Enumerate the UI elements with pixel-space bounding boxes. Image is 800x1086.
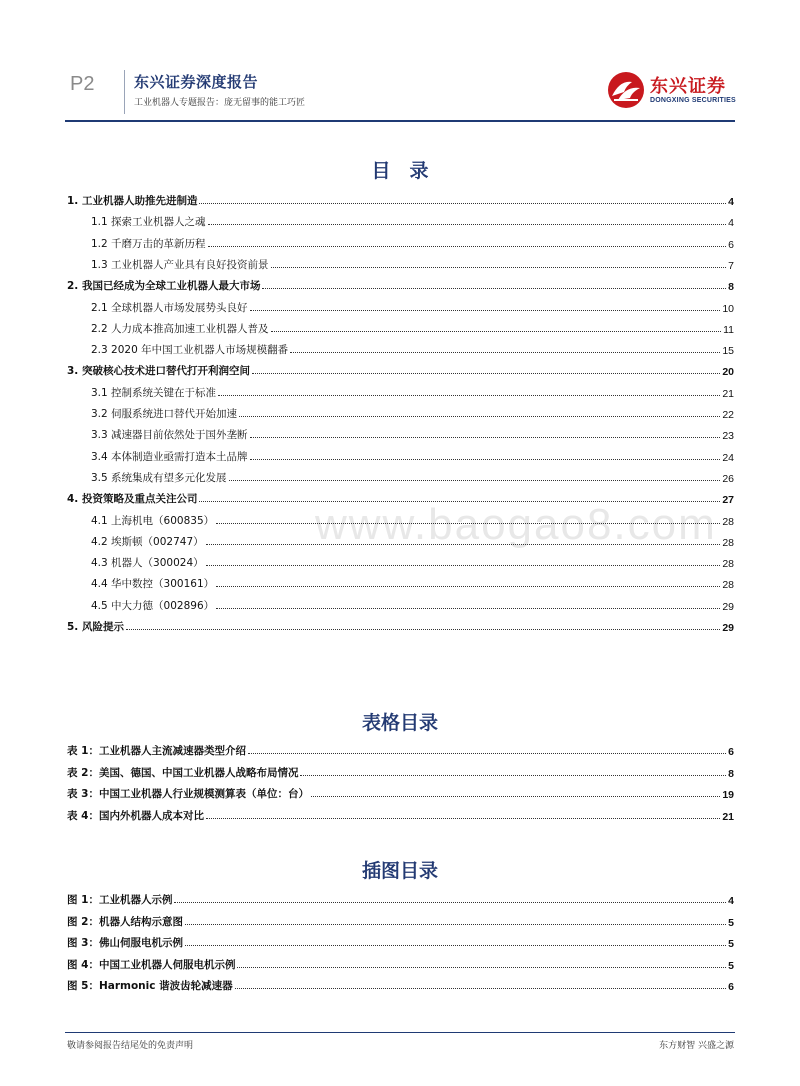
toc-entry[interactable] — [67, 275, 734, 293]
dot-leader — [199, 203, 726, 204]
footer-rule — [65, 1032, 735, 1033]
toc-entry-label: 5. 风险提示 — [67, 621, 124, 633]
toc-entry[interactable] — [67, 954, 734, 972]
dot-leader — [237, 967, 726, 968]
toc-entry-page: 22 — [722, 409, 734, 421]
toc-entry-page: 29 — [722, 600, 734, 613]
toc-entry-label: 3.1 控制系统关键在于标准 — [91, 386, 217, 399]
toc-entry-page: 20 — [722, 366, 734, 379]
dot-leader — [229, 480, 721, 481]
header-rule — [65, 120, 735, 122]
toc-entry-page: 7 — [728, 259, 734, 272]
toc-entry[interactable] — [91, 211, 734, 229]
toc-entry-label: 2.2 人力成本推高加速工业机器人普及 — [91, 322, 269, 335]
toc-entry-page: 11 — [723, 323, 734, 336]
toc-entry[interactable] — [91, 254, 734, 272]
toc-entry[interactable] — [67, 975, 734, 993]
toc-entry[interactable] — [91, 573, 734, 591]
toc-entry[interactable] — [91, 297, 734, 315]
dot-leader — [262, 288, 726, 289]
toc-entry-label: 2.3 2020 年中国工业机器人市场规模翻番 — [91, 344, 289, 357]
toc-entry-label: 表 4：国内外机器人成本对比 — [67, 809, 204, 822]
toc-entry[interactable] — [91, 595, 734, 613]
dot-leader — [208, 224, 727, 225]
toc-entry-page: 4 — [728, 895, 734, 907]
toc-entry-page: 28 — [722, 558, 734, 571]
toc-entry-label: 4.5 中大力德（002896） — [91, 599, 215, 612]
toc-entry[interactable] — [91, 318, 734, 336]
toc-entry[interactable] — [67, 762, 734, 780]
logo-mark-icon — [606, 70, 646, 110]
dot-leader — [235, 988, 727, 989]
toc-entry-label: 图 2：机器人结构示意图 — [67, 915, 183, 928]
dot-leader — [174, 902, 726, 903]
dot-leader — [300, 775, 726, 776]
toc-entry[interactable] — [91, 446, 734, 464]
toc-entry-page: 23 — [722, 430, 734, 443]
toc-entry-label: 1.1 探索工业机器人之魂 — [91, 216, 206, 229]
toc-entry[interactable] — [67, 616, 734, 634]
dot-leader — [218, 395, 720, 396]
company-logo — [606, 66, 738, 114]
toc-entry-label: 1.2 千磨万击的革新历程 — [91, 237, 206, 250]
toc-title: 目 录 — [371, 160, 429, 182]
dot-leader — [206, 818, 720, 819]
dot-leader — [216, 608, 720, 609]
page-header — [0, 0, 800, 122]
dot-leader — [216, 523, 720, 524]
dot-leader — [250, 459, 721, 460]
dot-leader — [271, 267, 727, 268]
dot-leader — [290, 352, 720, 353]
dot-leader — [206, 544, 721, 545]
toc-entry[interactable] — [67, 740, 734, 758]
logo-english: DONGXING SECURITIES — [650, 97, 736, 104]
toc-entry[interactable] — [91, 382, 734, 400]
dot-leader — [208, 246, 727, 247]
toc-entry[interactable] — [91, 233, 734, 251]
dot-leader — [126, 629, 720, 630]
toc-entry-page: 21 — [722, 387, 734, 400]
dot-leader — [311, 796, 720, 797]
dot-leader — [250, 310, 721, 311]
header-divider — [124, 70, 125, 114]
toc-entry-label: 4.3 机器人（300024） — [91, 557, 204, 570]
toc-entry-label: 3. 突破核心技术进口替代打开利润空间 — [67, 365, 250, 378]
toc-entry-page: 28 — [722, 515, 734, 528]
dot-leader — [216, 586, 720, 587]
dot-leader — [239, 416, 720, 417]
tables-toc-title: 表格目录 — [361, 712, 438, 734]
toc-entry-label: 4. 投资策略及重点关注公司 — [67, 493, 198, 506]
toc-entry-page: 8 — [728, 767, 734, 780]
toc-entry[interactable] — [91, 403, 734, 421]
toc-entry[interactable] — [67, 190, 734, 208]
toc-entry-label: 表 2：美国、德国、中国工业机器人战略布局情况 — [67, 766, 299, 779]
toc-entry-page: 5 — [728, 916, 734, 929]
toc-entry-label: 2.1 全球机器人市场发展势头良好 — [91, 301, 248, 314]
toc-entry[interactable] — [91, 552, 734, 570]
toc-entry-label: 4.2 埃斯顿（002747） — [91, 535, 204, 548]
watermark: www.baogao8.com — [315, 500, 717, 549]
toc-entry-label: 4.4 华中数控（300161） — [91, 578, 215, 591]
toc-entry[interactable] — [67, 889, 734, 907]
toc-entry-page: 10 — [722, 302, 734, 315]
report-subtitle: 工业机器人专题报告：庞无留事的能工巧匠 — [134, 98, 306, 108]
toc-entry[interactable] — [67, 360, 734, 378]
toc-entry[interactable] — [91, 531, 734, 549]
toc-entry-label: 3.3 减速器目前依然处于国外垄断 — [91, 429, 248, 442]
toc-entry-page: 19 — [722, 789, 734, 801]
toc-entry-label: 图 1：工业机器人示例 — [67, 894, 173, 906]
toc-entry-label: 2. 我国已经成为全球工业机器人最大市场 — [67, 280, 261, 293]
toc-entry-page: 21 — [722, 810, 734, 823]
toc-entry-page: 8 — [728, 281, 734, 294]
toc-entry-label: 表 3：中国工业机器人行业规模测算表（单位：台） — [67, 788, 309, 800]
toc-entry-page: 6 — [728, 981, 734, 993]
toc-entry-page: 4 — [728, 217, 734, 230]
toc-entry-label: 3.4 本体制造业亟需打造本土品牌 — [91, 450, 248, 463]
toc-entry-page: 15 — [722, 345, 734, 358]
dot-leader — [206, 565, 721, 566]
toc-entry[interactable] — [67, 932, 734, 950]
footer-slogan: 东方财智 兴盛之源 — [659, 1041, 734, 1051]
toc-entry-page: 5 — [728, 938, 734, 950]
footer-disclaimer: 敬请参阅报告结尾处的免责声明 — [67, 1041, 194, 1051]
figures-toc-title: 插图目录 — [361, 860, 438, 882]
dot-leader — [199, 501, 720, 502]
dot-leader — [185, 924, 726, 925]
toc-entry[interactable] — [91, 339, 734, 357]
toc-entry-label: 3.2 伺服系统进口替代开始加速 — [91, 408, 238, 420]
toc-entry-label: 1. 工业机器人助推先进制造 — [67, 195, 198, 207]
dot-leader — [252, 373, 720, 374]
toc-entry[interactable] — [91, 467, 734, 485]
toc-entry-page: 6 — [728, 238, 734, 251]
toc-entry-label: 图 4：中国工业机器人伺服电机示例 — [67, 958, 236, 971]
page-number: P2 — [70, 73, 95, 95]
toc-entry-label: 3.5 系统集成有望多元化发展 — [91, 471, 227, 484]
toc-entry-page: 29 — [722, 622, 734, 634]
toc-entry-label: 4.1 上海机电（600835） — [91, 514, 215, 527]
toc-entry-page: 28 — [722, 536, 734, 549]
dot-leader — [248, 753, 726, 754]
toc-entry-label: 1.3 工业机器人产业具有良好投资前景 — [91, 258, 269, 271]
toc-entry-label: 图 3：佛山伺服电机示例 — [67, 937, 183, 949]
toc-entry[interactable] — [67, 783, 734, 801]
toc-entry[interactable] — [91, 424, 734, 442]
toc-entry-page: 28 — [722, 579, 734, 592]
toc-entry-page: 4 — [728, 196, 734, 208]
toc-entry-page: 26 — [722, 472, 734, 485]
dot-leader — [250, 437, 721, 438]
toc-entry-page: 27 — [722, 494, 734, 507]
brand-title: 东兴证券深度报告 — [134, 73, 259, 91]
toc-entry-page: 6 — [728, 746, 734, 758]
toc-entry-page: 5 — [728, 959, 734, 972]
dot-leader — [185, 945, 726, 946]
toc-entry[interactable] — [67, 488, 734, 506]
logo-text: 东兴证券 — [650, 76, 726, 97]
toc-entry-page: 24 — [722, 451, 734, 464]
toc-entry-label: 图 5：Harmonic 谐波齿轮减速器 — [67, 980, 233, 992]
toc-entry[interactable] — [67, 805, 734, 823]
toc-entry-label: 表 1：工业机器人主流减速器类型介绍 — [67, 745, 246, 757]
dot-leader — [271, 331, 722, 332]
toc-entry[interactable] — [67, 911, 734, 929]
toc-entry[interactable] — [91, 510, 734, 528]
